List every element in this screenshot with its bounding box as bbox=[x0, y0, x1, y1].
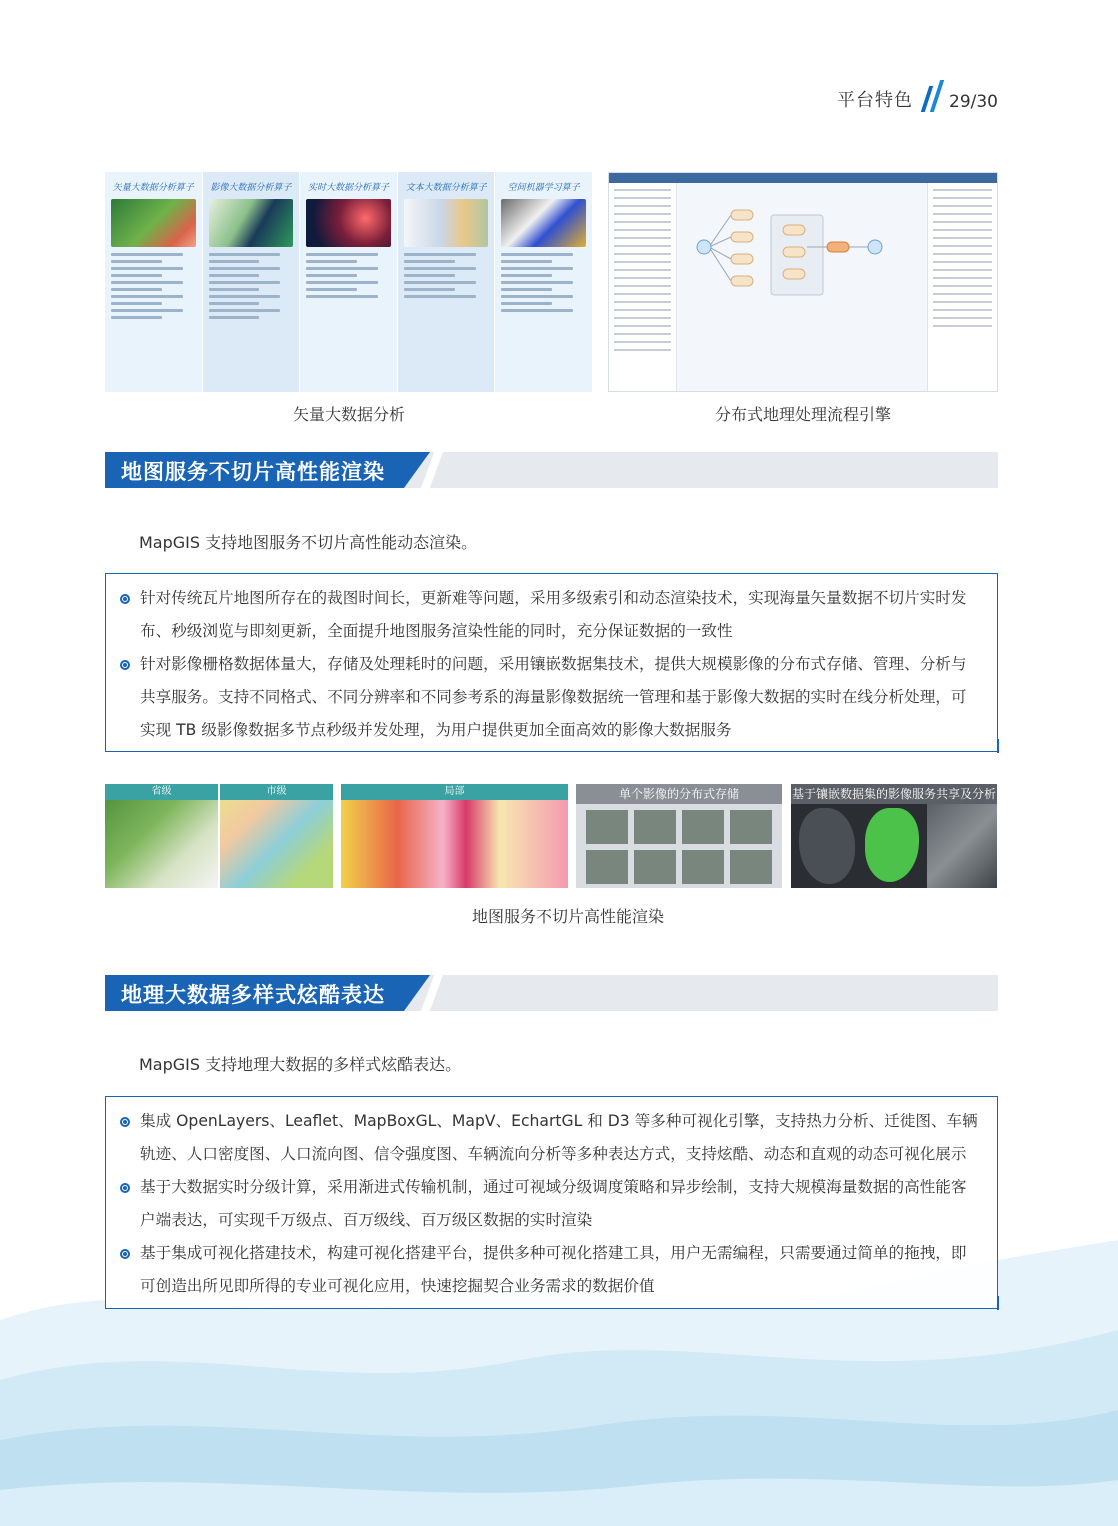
page-header bbox=[837, 78, 998, 112]
feature-bullet: 基于集成可视化搭建技术，构建可视化搭建平台，提供多种可视化搭建工具，用户无需编程，只需要通过简单的拖拽，即可创造出所见即所得的专业可视化应用，快速挖掘契合业务需求的数据价值 bbox=[120, 1237, 979, 1303]
section-title: 地理大数据多样式炫酷表达 bbox=[121, 983, 385, 1007]
map-thumbnail-label: 市级 bbox=[220, 784, 333, 800]
feature-box bbox=[105, 1096, 998, 1309]
operator-panel-title: 实时大数据分析算子 bbox=[307, 183, 389, 193]
corner-decoration bbox=[971, 739, 999, 753]
map-thumbnail bbox=[220, 784, 333, 888]
map-thumbnail bbox=[576, 784, 782, 888]
page-number: 29/30 bbox=[949, 92, 998, 112]
feature-bullet: 集成 OpenLayers、Leaflet、MapBoxGL、MapV、EchartGL 和 D3 等多种可视化引擎，支持热力分析、迁徙图、车辆轨迹、人口密度图、人口流向图、信令强度图、车辆流向分析等多种表达方式，支持炫酷、动态和直观的动态可视化展示 bbox=[120, 1105, 979, 1171]
figure-caption-left: 矢量大数据分析 bbox=[292, 405, 405, 424]
map-thumbnail-label: 基于镶嵌数据集的影像服务共享及分析 bbox=[791, 784, 997, 804]
slash-decoration bbox=[919, 78, 945, 112]
operator-panel-title: 文本大数据分析算子 bbox=[405, 183, 487, 193]
map-thumbnail-label: 单个影像的分布式存储 bbox=[576, 784, 782, 804]
section-intro: MapGIS 支持地理大数据的多样式炫酷表达。 bbox=[139, 1055, 462, 1074]
operator-panel bbox=[203, 172, 301, 392]
section-intro: MapGIS 支持地图服务不切片高性能动态渲染。 bbox=[139, 533, 478, 552]
operator-panel bbox=[495, 172, 593, 392]
panel-image bbox=[111, 199, 196, 247]
operator-panel bbox=[105, 172, 203, 392]
tool-tree-panel bbox=[609, 183, 677, 391]
feature-bullet: 针对传统瓦片地图所存在的裁图时间长，更新难等问题，采用多级索引和动态渲染技术，实现海量矢量数据不切片实时发布、秒级浏览与即刻更新，全面提升地图服务渲染性能的同时，充分保证数据的一致性 bbox=[120, 582, 979, 648]
operator-panel bbox=[398, 172, 496, 392]
window-titlebar bbox=[609, 173, 997, 183]
operator-panel-title: 矢量大数据分析算子 bbox=[112, 183, 194, 193]
workflow-engine-screenshot bbox=[608, 172, 998, 392]
panel-image bbox=[306, 199, 391, 247]
map-thumbnail-label: 省级 bbox=[105, 784, 218, 800]
map-strip-caption: 地图服务不切片高性能渲染 bbox=[471, 907, 664, 926]
feature-bullet: 基于大数据实时分级计算，采用渐进式传输机制，通过可视域分级调度策略和异步绘制，支持大规模海量数据的高性能客户端表达，可实现千万级点、百万级线、百万级区数据的实时渲染 bbox=[120, 1171, 979, 1237]
operator-panel-title: 影像大数据分析算子 bbox=[210, 183, 292, 193]
operator-panel bbox=[300, 172, 398, 392]
operator-panels-figure bbox=[105, 172, 593, 392]
panel-image bbox=[404, 199, 489, 247]
map-thumbnail bbox=[105, 784, 218, 888]
section-header-rendering bbox=[105, 452, 998, 488]
map-thumbnail bbox=[341, 784, 568, 888]
panel-image bbox=[209, 199, 294, 247]
map-thumbnail bbox=[791, 784, 997, 888]
feature-box bbox=[105, 573, 998, 752]
header-section-title: 平台特色 bbox=[837, 90, 913, 111]
bullet-icon bbox=[120, 1249, 130, 1259]
figure-caption-right: 分布式地理处理流程引擎 bbox=[714, 405, 891, 424]
feature-bullet: 针对影像栅格数据体量大，存储及处理耗时的问题，采用镶嵌数据集技术，提供大规模影像的分布式存储、管理、分析与共享服务。支持不同格式、不同分辨率和不同参考系的海量影像数据统一管理和基于影像大数据的实时在线分析处理，可实现 TB 级影像数据多节点秒级并发处理，为用户提供更加全面高效的影像大数据服务 bbox=[120, 648, 979, 747]
bullet-icon bbox=[120, 1183, 130, 1193]
corner-decoration bbox=[971, 1296, 999, 1310]
section-header-visualization bbox=[105, 975, 998, 1011]
workflow-diagram bbox=[679, 185, 925, 391]
map-thumbnail-label: 局部 bbox=[341, 784, 568, 800]
section-title: 地图服务不切片高性能渲染 bbox=[121, 460, 385, 484]
panel-image bbox=[501, 199, 586, 247]
operator-panel-title: 空间机器学习算子 bbox=[507, 183, 580, 193]
properties-panel bbox=[927, 183, 997, 391]
bullet-icon bbox=[120, 660, 130, 670]
bullet-icon bbox=[120, 594, 130, 604]
bullet-icon bbox=[120, 1117, 130, 1127]
